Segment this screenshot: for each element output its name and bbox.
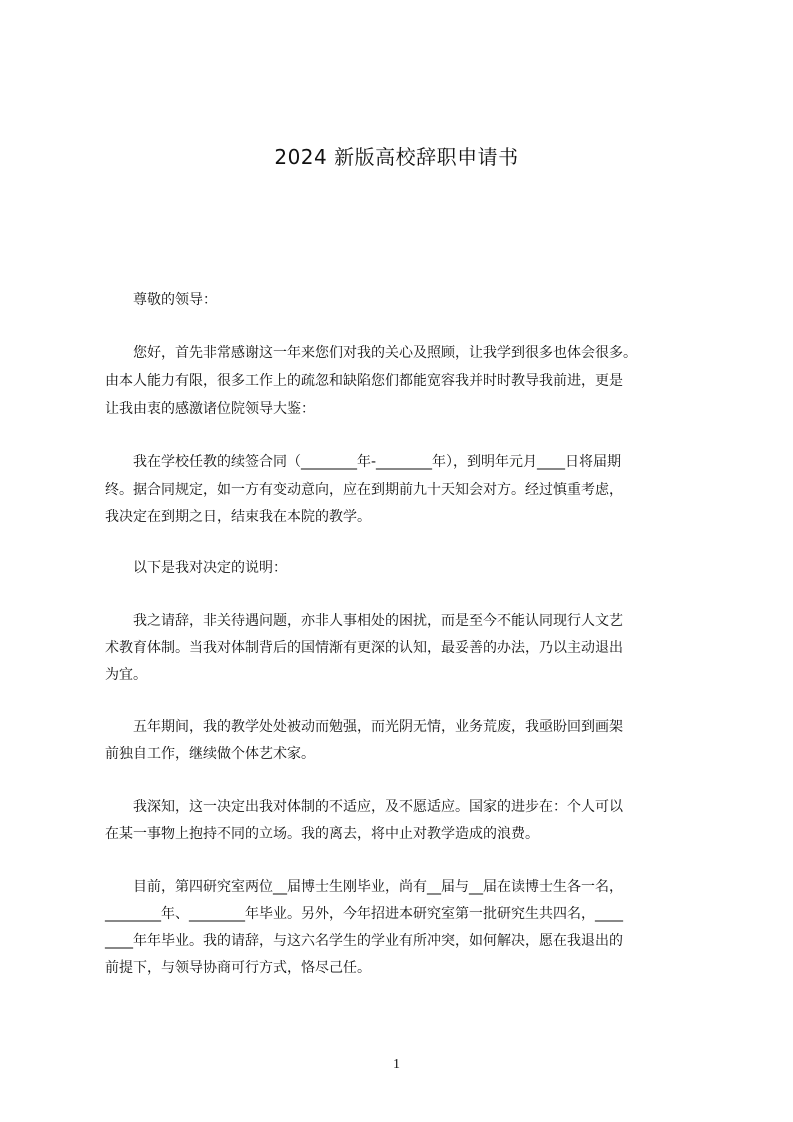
students-line-1: 目前，第四研究室两位__届博士生刚毕业，尚有__届与__届在读博士生各一名，: [105, 879, 623, 895]
page-number: 1: [393, 1057, 400, 1072]
greeting-line-3: 让我由衷的感激诸位院领导大鉴：: [105, 401, 315, 417]
reason-line-3: 为宜。: [105, 667, 147, 683]
students-line-2: ________年、________年毕业。另外，今年招进本研究室第一批研究生共四名，____: [105, 906, 623, 922]
students-line-4: 前提下，与领导协商可行方式，恪尽己任。: [105, 960, 371, 976]
students-line-3: ____年年毕业。我的请辞，与这六名学生的学业有所冲突，如何解决，愿在我退出的: [105, 933, 623, 949]
contract-line-2: 终。据合同规定，如一方有变动意向，应在到期前九十天知会对方。经过慎重考虑，: [105, 482, 623, 498]
greeting-line-1: 您好，首先非常感谢这一年来您们对我的关心及照顾，让我学到很多也体会很多。: [105, 345, 637, 361]
five-years-line-2: 前独自工作，继续做个体艺术家。: [105, 746, 315, 762]
awareness-line-1: 我深知，这一决定出我对体制的不适应，及不愿适应。国家的进步在：个人可以: [105, 799, 623, 815]
salutation-line: 尊敬的领导：: [105, 292, 217, 308]
contract-line-1: 我在学校任教的续签合同（________年-________年），到明年元月____日将届期: [105, 454, 622, 470]
reason-line-1: 我之请辞，非关待遇问题，亦非人事相处的困扰，而是至今不能认同现行人文艺: [105, 613, 623, 629]
intro-explanation-line: 以下是我对决定的说明：: [105, 560, 287, 576]
document-title: 2024 新版高校辞职申请书: [274, 145, 519, 169]
greeting-line-2: 由本人能力有限，很多工作上的疏忽和缺陷您们都能宽容我并时时教导我前进，更是: [105, 373, 623, 389]
reason-line-2: 术教育体制。当我对体制背后的国情渐有更深的认知，最妥善的办法，乃以主动退出: [105, 640, 623, 656]
five-years-line-1: 五年期间，我的教学处处被动而勉强，而光阴无情，业务荒废，我亟盼回到画架: [105, 719, 623, 735]
contract-line-3: 我决定在到期之日，结束我在本院的教学。: [105, 509, 371, 525]
awareness-line-2: 在某一事物上抱持不同的立场。我的离去，将中止对教学造成的浪费。: [105, 826, 539, 842]
